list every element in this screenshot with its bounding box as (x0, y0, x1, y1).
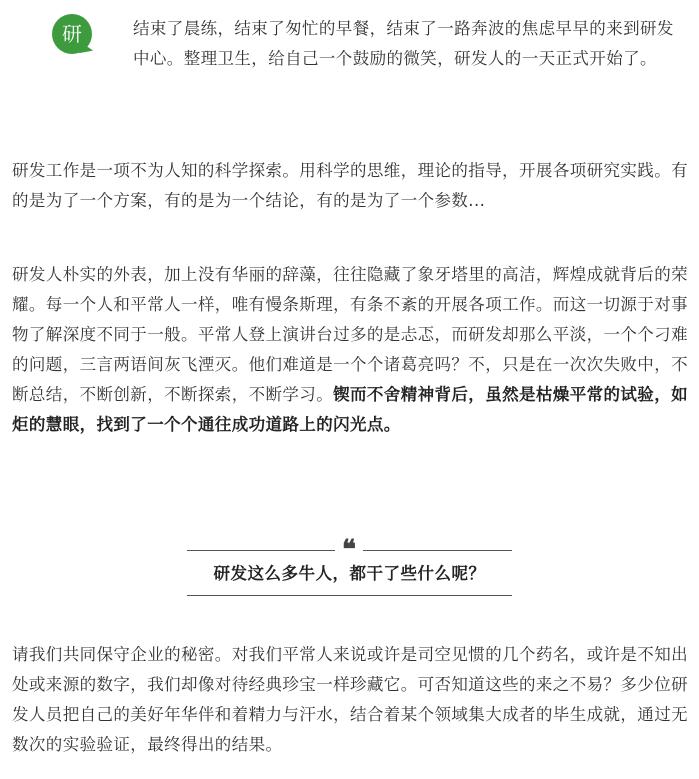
paragraph-research-exploration: 研发工作是一项不为人知的科学探索。用科学的思维，理论的指导，开展各项研究实践。有的是为了一个方案，有的是为一个结论，有的是为了一个参数... (12, 161, 688, 210)
quote-divider-bottom (187, 595, 512, 596)
quote-mark-icon: ❝ (342, 535, 356, 565)
quote-divider-right (363, 550, 512, 551)
intro-paragraph: 结束了晨练，结束了匆忙的早餐，结束了一路奔波的焦虑早早的来到研发中心。整理卫生，给自己一个鼓励的微笑，研发人的一天正式开始了。 (133, 19, 674, 68)
paragraph-bold-text: 锲而不舍精神背后，虽然是枯燥平常的试验，如炬的慧眼，找到了一个个通往成功道路上的闪光点。 (12, 385, 689, 434)
chapter-badge (52, 14, 92, 54)
quote-heading: 研发这么多牛人，都干了些什么呢？ (213, 564, 486, 583)
paragraph-researcher-character (12, 260, 690, 440)
section-quote (187, 535, 512, 597)
quote-divider-left (187, 550, 335, 551)
paragraph-normal-text: 研发人朴实的外表，加上没有华丽的辞藻，往往隐藏了象牙塔里的高洁，辉煌成就背后的荣耀。每一个人和平常人一样，唯有慢条斯理，有条不紊的开展各项工作。而这一切源于对事物了解深度不同于一般。平常人登上演讲台过多的是忐忑，而研发却那么平淡，一个个刁难的问题，三言两语间灰飞湮灭。他们难道是一个个诸葛亮吗？不，只是在一次次失败中，不断总结，不断创新，不断探索，不断学习。 (12, 265, 688, 404)
badge-character: 研 (52, 14, 92, 54)
paragraph-company-secrets: 请我们共同保守企业的秘密。对我们平常人来说或许是司空见惯的几个药名，或许是不知出处或来源的数字，我们却像对待经典珍宝一样珍藏它。可否知道这些的来之不易？多少位研发人员把自己的美好年华伴和着精力与汗水，结合着某个领域集大成者的毕生成就，通过无数次的实验验证，最终得出的结果。 (12, 645, 688, 754)
